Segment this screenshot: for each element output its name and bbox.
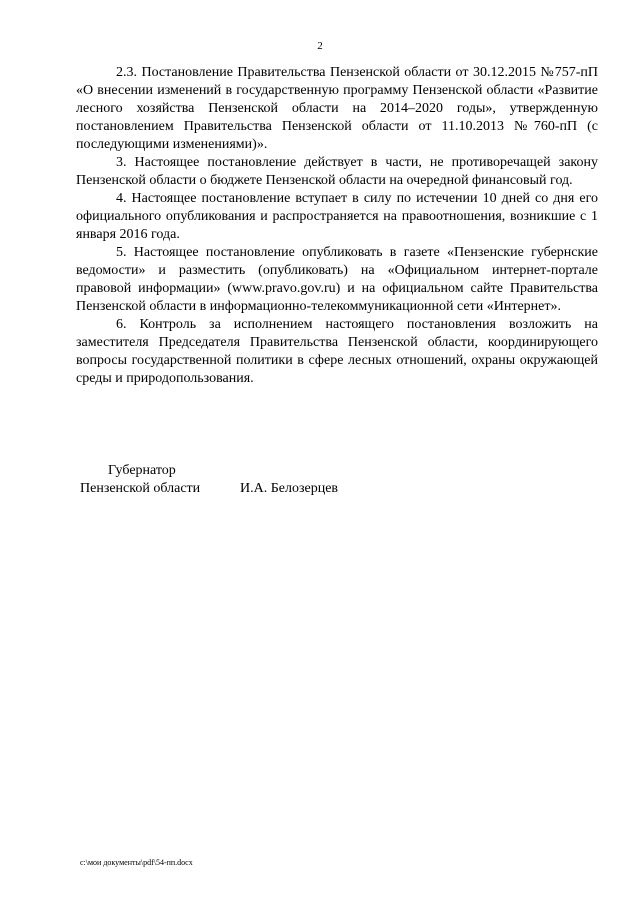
signer-title-line-1: Губернатор — [108, 463, 176, 478]
signer-name: И.А. Белозерцев — [240, 481, 339, 496]
paragraph-6: 6. Контроль за исполнением настоящего постановления возложить на заместителя Председателя Правительства Пензенской области, координирующего вопросы государственной политики в сфере лесных отношений, охраны окружающей среды и природопользования. — [76, 317, 598, 386]
paragraph-5: 5. Настоящее постановление опубликовать в газете «Пензенские губернские ведомости» и разместить (опубликовать) на «Официальном интернет-портале правовой информации» (www.pravo.gov.ru) и на официальном сайте Правительства Пензенской области в информационно-телекоммуникационной сети «Интернет». — [76, 245, 598, 314]
paragraph-4: 4. Настоящее постановление вступает в силу по истечении 10 дней со дня его официального опубликования и распространяется на правоотношения, возникшие с 1 января 2016 года. — [76, 191, 598, 242]
footer-file-path: c:\мои документы\pdf\54-пп.docx — [80, 858, 193, 867]
paragraph-3: 3. Настоящее постановление действует в части, не противоречащей закону Пензенской области о бюджете Пензенской области на очередной финансовый год. — [76, 155, 598, 188]
page-number: 2 — [317, 40, 323, 52]
paragraph-2-3: 2.3. Постановление Правительства Пензенской области от 30.12.2015 №757-пП «О внесении изменений в государственную программу Пензенской области «Развитие лесного хозяйства Пензенской области на 2014–2020 годы», утвержденную постановлением Правительства Пензенской области от 11.10.2013 №760-пП (с последующими изменениями)». — [76, 65, 598, 152]
document-body — [76, 64, 598, 388]
signer-title-line-2: Пензенской области — [80, 481, 201, 496]
